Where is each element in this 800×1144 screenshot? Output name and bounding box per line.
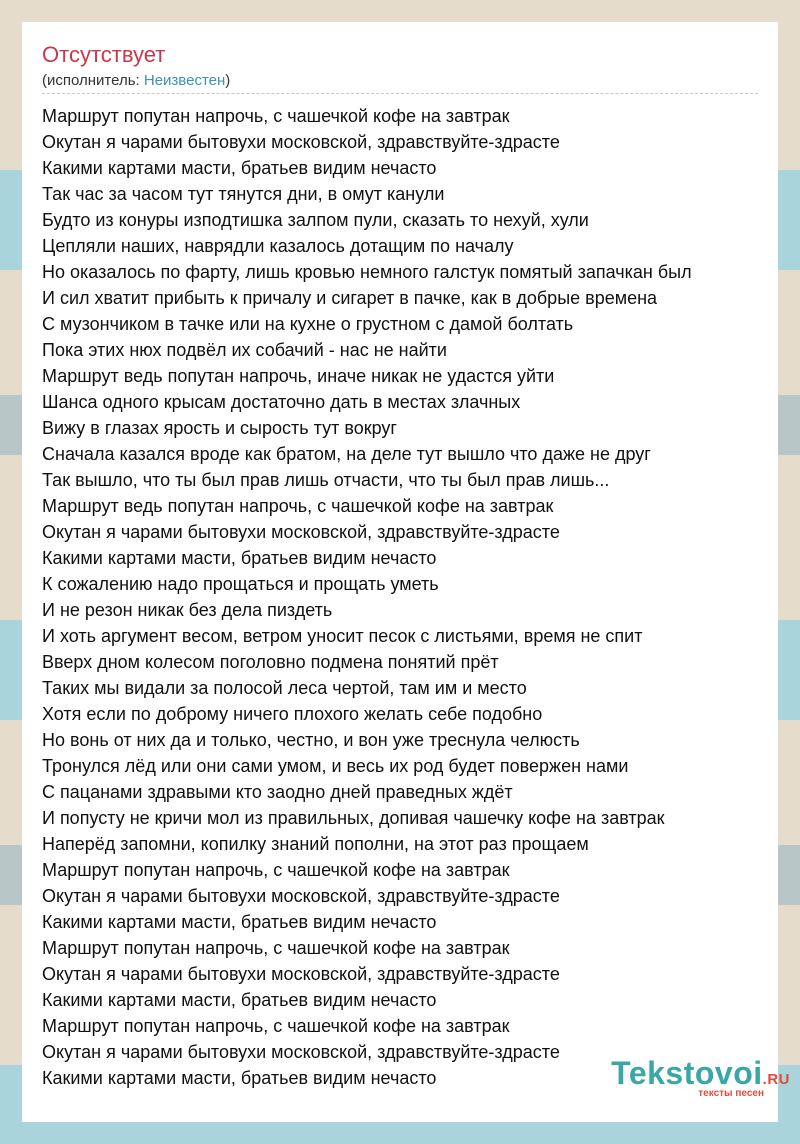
lyric-line: Окутан я чарами бытовухи московской, здравствуйте-здрасте <box>42 964 560 984</box>
lyric-line: Пока этих нюх подвёл их собачий - нас не найти <box>42 340 447 360</box>
lyric-line: Маршрут попутан напрочь, с чашечкой кофе на завтрак <box>42 106 510 126</box>
lyric-line: И хоть аргумент весом, ветром уносит песок с листьями, время не спит <box>42 626 643 646</box>
lyric-line: Таких мы видали за полосой леса чертой, там им и место <box>42 678 527 698</box>
lyric-line: Сначала казался вроде как братом, на деле тут вышло что даже не друг <box>42 444 651 464</box>
lyric-line: Какими картами масти, братьев видим нечасто <box>42 548 437 568</box>
performer-link[interactable]: Неизвестен <box>143 72 226 89</box>
logo-name: Tekstovoi <box>611 1055 763 1091</box>
logo-tld: .RU <box>762 1071 790 1088</box>
lyric-line: Цепляли наших, наврядли казалось дотащим по началу <box>42 236 514 256</box>
lyric-line: Маршрут попутан напрочь, с чашечкой кофе на завтрак <box>42 1016 510 1036</box>
lyric-line: С музончиком в тачке или на кухне о грустном с дамой болтать <box>42 314 574 334</box>
lyric-line: Шанса одного крысам достаточно дать в местах злачных <box>42 392 521 412</box>
lyric-line: Маршрут ведь попутан напрочь, иначе никак не удастся уйти <box>42 366 555 386</box>
logo-tagline: тексты песен <box>698 1088 764 1099</box>
lyric-line: Но оказалось по фарту, лишь кровью немного галстук помятый запачкан был <box>42 262 692 282</box>
lyric-line: Какими картами масти, братьев видим нечасто <box>42 1068 437 1088</box>
performer-suffix: ) <box>225 72 231 89</box>
site-logo[interactable] <box>585 1055 790 1099</box>
lyric-line: Так час за часом тут тянутся дни, в омут канули <box>42 184 445 204</box>
lyric-line: И сил хватит прибыть к причалу и сигарет в пачке, как в добрые времена <box>42 288 658 308</box>
logo-wordmark <box>585 1055 790 1092</box>
lyric-line: С пацанами здравыми кто заодно дней праведных ждёт <box>42 782 513 802</box>
lyric-line: И попусту не кричи мол из правильных, допивая чашечку кофе на завтрак <box>42 808 665 828</box>
divider <box>42 93 758 94</box>
lyric-line: Маршрут попутан напрочь, с чашечкой кофе на завтрак <box>42 938 510 958</box>
lyrics-card <box>22 22 778 1122</box>
lyric-line: К сожалению надо прощаться и прощать уметь <box>42 574 439 594</box>
lyric-line: Какими картами масти, братьев видим нечасто <box>42 158 437 178</box>
performer-line <box>42 72 230 89</box>
lyric-line: Маршрут ведь попутан напрочь, с чашечкой кофе на завтрак <box>42 496 554 516</box>
lyric-line: И не резон никак без дела пиздеть <box>42 600 333 620</box>
lyric-line: Наперёд запомни, копилку знаний пополни, на этот раз прощаем <box>42 834 589 854</box>
performer-prefix: (исполнитель: <box>42 72 144 89</box>
lyric-line: Какими картами масти, братьев видим нечасто <box>42 912 437 932</box>
lyric-line: Окутан я чарами бытовухи московской, здравствуйте-здрасте <box>42 1042 560 1062</box>
lyric-line: Но вонь от них да и только, честно, и вон уже треснула челюсть <box>42 730 580 750</box>
lyric-line: Хотя если по доброму ничего плохого желать себе подобно <box>42 704 543 724</box>
lyric-line: Так вышло, что ты был прав лишь отчасти, что ты был прав лишь... <box>42 470 610 490</box>
lyric-line: Какими картами масти, братьев видим нечасто <box>42 990 437 1010</box>
lyric-line: Будто из конуры изподтишка залпом пули, сказать то нехуй, хули <box>42 210 589 230</box>
lyric-line: Тронулся лёд или они сами умом, и весь их род будет повержен нами <box>42 756 629 776</box>
lyric-line: Вижу в глазах ярость и сырость тут вокруг <box>42 418 397 438</box>
lyric-line: Окутан я чарами бытовухи московской, здравствуйте-здрасте <box>42 522 560 542</box>
lyric-line: Вверх дном колесом поголовно подмена понятий прёт <box>42 652 499 672</box>
song-title: Отсутствует <box>42 42 166 67</box>
lyrics-text <box>42 103 778 1091</box>
lyric-line: Окутан я чарами бытовухи московской, здравствуйте-здрасте <box>42 886 560 906</box>
lyric-line: Маршрут попутан напрочь, с чашечкой кофе на завтрак <box>42 860 510 880</box>
lyric-line: Окутан я чарами бытовухи московской, здравствуйте-здрасте <box>42 132 560 152</box>
